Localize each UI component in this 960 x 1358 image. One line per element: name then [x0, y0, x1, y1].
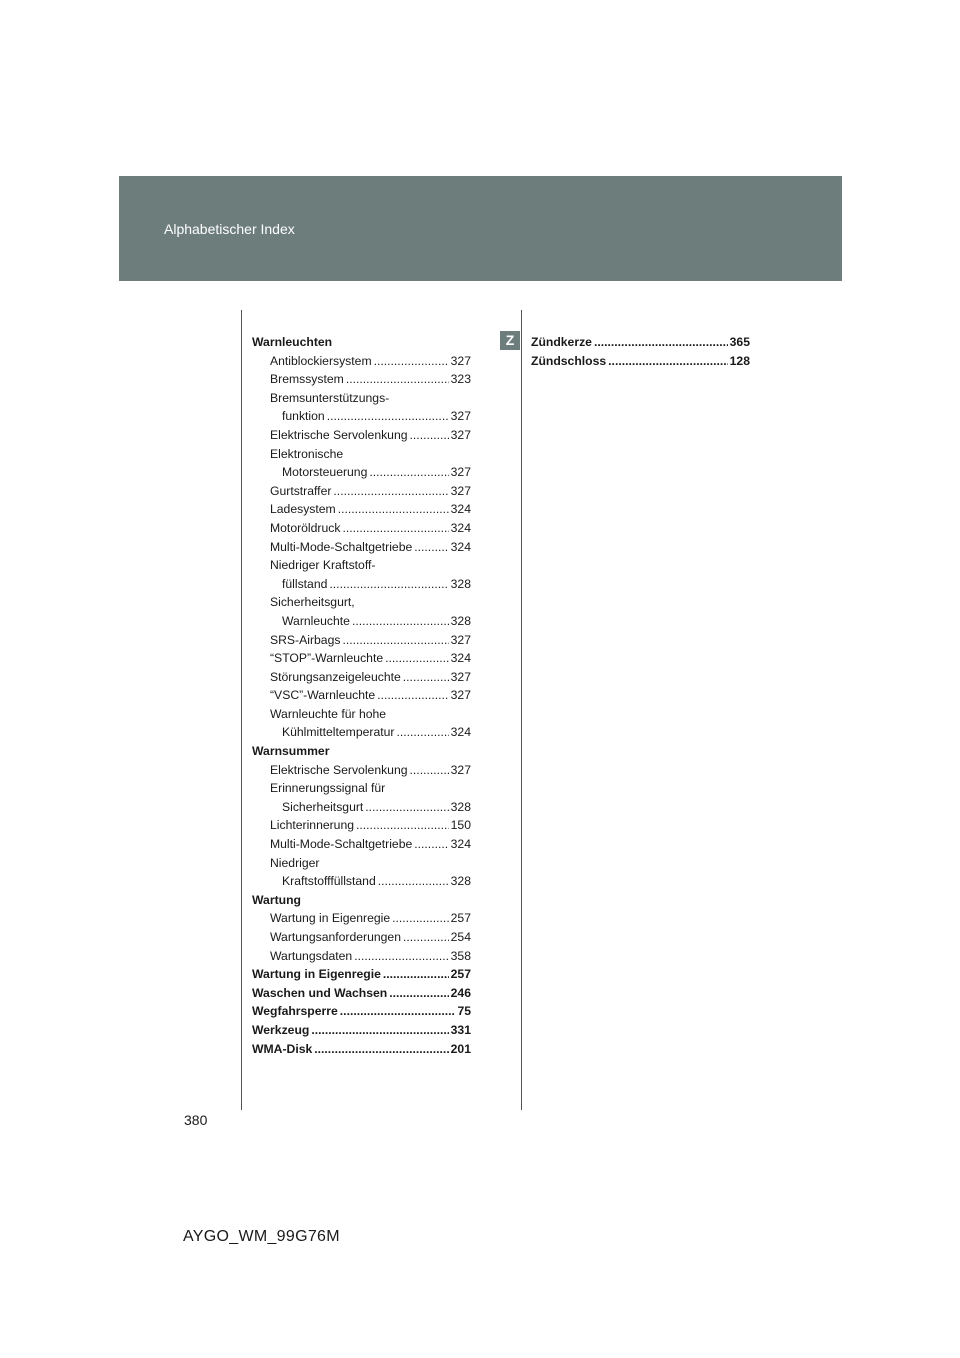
dot-leader: [403, 668, 449, 687]
dot-leader: [340, 1002, 456, 1021]
dot-leader: [403, 928, 449, 947]
index-entry-term: Kühlmitteltemperatur: [282, 725, 395, 740]
index-entry-term: Zündschloss: [531, 353, 607, 368]
index-entry-page: 327: [450, 632, 471, 647]
index-entry-page: 327: [450, 688, 471, 703]
index-entry: [252, 798, 471, 817]
dot-leader: [365, 798, 448, 817]
index-heading: Warnleuchten: [252, 335, 333, 349]
page-number: 380: [184, 1112, 208, 1128]
index-entry-page: 324: [450, 539, 471, 554]
dot-leader: [383, 965, 449, 984]
dot-leader: [377, 686, 448, 705]
index-entry-term: Multi-Mode-Schaltgetriebe: [270, 539, 413, 554]
section-letter-badge: Z: [500, 331, 520, 350]
index-entry: [252, 352, 471, 371]
index-entry: [252, 482, 471, 501]
index-entry-page: 327: [450, 762, 471, 777]
index-entry-page: 327: [450, 483, 471, 498]
index-column-right: [531, 333, 750, 370]
dot-leader: [608, 352, 727, 371]
index-entry: [252, 463, 471, 482]
dot-leader: [414, 835, 448, 854]
index-entry: [252, 872, 471, 891]
index-entry-page: 327: [450, 409, 471, 424]
index-entry: [252, 947, 471, 966]
dot-leader: [352, 612, 449, 631]
index-entry: [252, 723, 471, 742]
index-entry-page: 257: [450, 911, 471, 926]
index-entry: [252, 1021, 471, 1040]
index-entry-page: 324: [450, 520, 471, 535]
dot-leader: [342, 631, 448, 650]
column-divider-left: [241, 310, 242, 1110]
index-entry-term: Warnleuchte: [282, 613, 350, 628]
index-entry-term: Wartungsanforderungen: [270, 930, 401, 944]
dot-leader: [385, 649, 449, 668]
dot-leader: [392, 909, 449, 928]
index-entry-page: 365: [729, 335, 750, 349]
index-entry-term: Sicherheitsgurt: [282, 799, 364, 814]
index-entry: [252, 370, 471, 389]
index-entry-term: Gurtstraffer: [270, 483, 332, 498]
index-entry-page: 328: [450, 799, 471, 814]
dot-leader: [356, 816, 449, 835]
index-entry: [252, 1002, 471, 1021]
index-entry: [252, 835, 471, 854]
dot-leader: [333, 482, 448, 501]
dot-leader: [396, 723, 448, 742]
index-entry-term: Elektrische Servolenkung: [270, 762, 408, 777]
dot-leader: [314, 1040, 448, 1059]
index-entry-page: 324: [450, 651, 471, 666]
index-entry-term: füllstand: [282, 576, 328, 591]
index-entry: [252, 909, 471, 928]
index-entry-page: 327: [450, 353, 471, 368]
index-entry-term: WMA-Disk: [252, 1041, 313, 1056]
index-entry-term: Ladesystem: [270, 502, 336, 517]
dot-leader: [346, 370, 449, 389]
index-entry-term: Wegfahrsperre: [252, 1004, 338, 1019]
dot-leader: [327, 407, 449, 426]
header-band: [119, 176, 842, 281]
index-entry: [252, 1040, 471, 1059]
dot-leader: [329, 575, 448, 594]
index-entry: [252, 668, 471, 687]
index-entry: [252, 686, 471, 705]
index-entry-page: 327: [450, 669, 471, 684]
dot-leader: [389, 984, 448, 1003]
index-entry-page: 331: [450, 1022, 471, 1037]
index-subentry-text: Niedriger: [270, 855, 320, 870]
index-entry-page: 201: [450, 1041, 471, 1056]
index-entry-page: 128: [729, 353, 750, 368]
index-entry-page: 257: [450, 967, 471, 982]
index-entry-page: 323: [450, 372, 471, 387]
document-code: AYGO_WM_99G76M: [183, 1228, 340, 1245]
index-entry-term: Wartung in Eigenregie: [252, 967, 381, 982]
header-title: Alphabetischer Index: [164, 221, 295, 237]
index-entry-page: 150: [450, 818, 471, 833]
index-entry-term: SRS-Airbags: [270, 632, 341, 647]
index-entry: [252, 928, 471, 947]
index-entry: [252, 631, 471, 650]
index-subentry-text: Elektronische: [270, 446, 344, 461]
index-entry-term: Waschen und Wachsen: [252, 985, 388, 1000]
dot-leader: [378, 872, 449, 891]
index-entry-term: Multi-Mode-Schaltgetriebe: [270, 837, 413, 852]
index-heading: Warnsummer: [252, 744, 330, 759]
index-entry-page: 328: [450, 874, 471, 889]
index-subentry-text: Bremsunterstützungs-: [270, 390, 390, 405]
index-entry-page: 358: [450, 948, 471, 963]
index-entry: [252, 426, 471, 445]
index-entry-term: Werkzeug: [252, 1022, 310, 1037]
dot-leader: [354, 947, 448, 966]
index-entry: [252, 761, 471, 780]
index-entry-term: “VSC”-Warnleuchte: [270, 688, 376, 703]
index-entry: [252, 575, 471, 594]
dot-leader: [311, 1021, 448, 1040]
index-entry-term: Motoröldruck: [270, 520, 341, 535]
dot-leader: [414, 538, 448, 557]
index-subentry-text: Sicherheitsgurt,: [270, 595, 355, 610]
index-entry-term: funktion: [282, 409, 325, 424]
dot-leader: [410, 761, 449, 780]
index-entry-term: Elektrische Servolenkung: [270, 427, 408, 442]
index-subentry-text: Erinnerungssignal für: [270, 781, 386, 796]
index-entry-term: “STOP”-Warnleuchte: [270, 651, 384, 666]
dot-leader: [342, 519, 448, 538]
index-entry-page: 327: [450, 465, 471, 480]
index-entry-term: Lichterinnerung: [270, 818, 355, 833]
index-entry-term: Kraftstofffüllstand: [282, 874, 376, 889]
index-entry: [252, 984, 471, 1003]
index-entry-page: 324: [450, 725, 471, 740]
dot-leader: [594, 333, 728, 352]
index-entry-page: 328: [450, 613, 471, 628]
index-entry: [252, 649, 471, 668]
index-heading: Wartung: [252, 892, 301, 907]
index-entry: [252, 612, 471, 631]
dot-leader: [338, 500, 449, 519]
index-entry: [252, 965, 471, 984]
index-entry: [531, 352, 750, 371]
index-entry: [252, 500, 471, 519]
index-entry-term: Störungsanzeigeleuchte: [270, 669, 401, 684]
index-entry-term: Antiblockiersystem: [270, 353, 372, 368]
index-entry: [252, 519, 471, 538]
index-entry-page: 246: [450, 985, 471, 1000]
index-entry: [531, 333, 750, 352]
index-entry: [252, 816, 471, 835]
index-entry-term: Wartung in Eigenregie: [270, 911, 391, 926]
dot-leader: [369, 463, 448, 482]
index-entry-page: 254: [450, 930, 471, 944]
index-entry-page: 324: [450, 837, 471, 852]
index-entry: [252, 407, 471, 426]
index-subentry-text: Niedriger Kraftstoff-: [270, 558, 376, 573]
index-entry-page: 324: [450, 502, 471, 517]
index-entry-term: Zündkerze: [531, 335, 592, 349]
index-entry-page: 327: [450, 427, 471, 442]
index-entry-term: Bremssystem: [270, 372, 344, 387]
dot-leader: [410, 426, 449, 445]
index-subentry-text: Warnleuchte für hohe: [270, 706, 387, 721]
index-entry: [252, 538, 471, 557]
index-column-left: [252, 333, 471, 1058]
index-entry-term: Motorsteuerung: [282, 465, 368, 480]
column-divider-right: [521, 310, 522, 1110]
index-entry-page: 328: [450, 576, 471, 591]
index-entry-term: Wartungsdaten: [270, 948, 353, 963]
dot-leader: [374, 352, 449, 371]
index-entry-page: 75: [457, 1004, 471, 1019]
